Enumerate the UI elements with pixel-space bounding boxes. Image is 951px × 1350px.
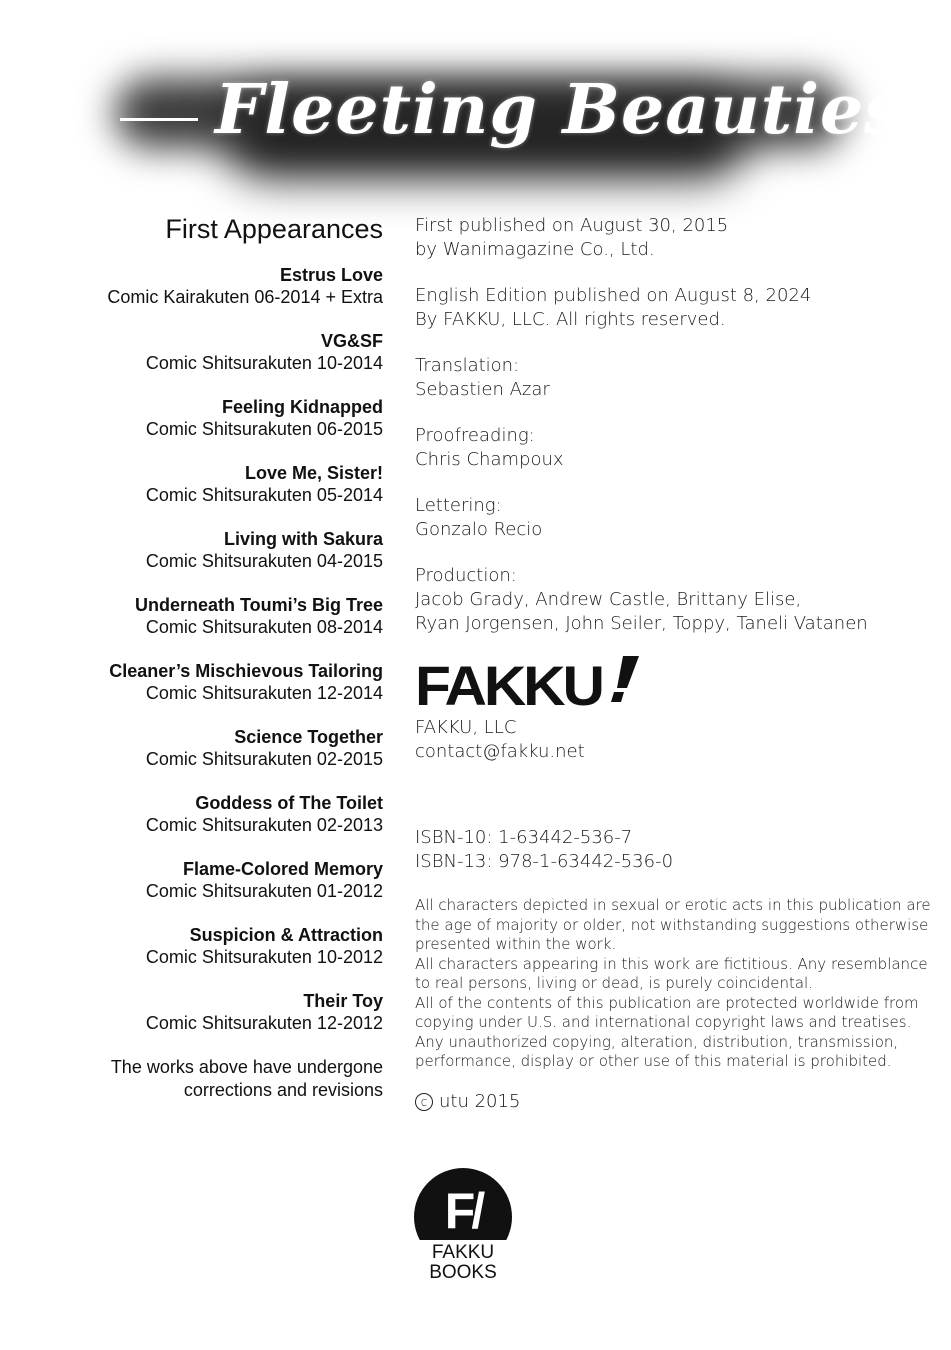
revision-note-line2: corrections and revisions — [183, 1080, 383, 1100]
fakku-books-logo — [413, 1168, 513, 1283]
fakku-logo — [415, 654, 915, 717]
work-title: Feeling Kidnapped — [221, 397, 383, 417]
publisher-name: FAKKU, LLC — [415, 717, 517, 738]
lettering-name: Gonzalo Recio — [415, 519, 543, 540]
proofreading-label: Proofreading: — [415, 425, 535, 446]
legal-line: All characters depicted in sexual or erotic acts in this publication are — [415, 896, 931, 914]
legal-line: the age of majority or older, not withstanding suggestions otherwise — [415, 915, 929, 934]
legal-line: All of the contents of this publication are protected worldwide from — [415, 993, 919, 1012]
work-source: Comic Shitsurakuten 04-2015 — [145, 551, 383, 571]
work-source: Comic Shitsurakuten 10-2014 — [145, 353, 383, 373]
work-source: Comic Shitsurakuten 02-2013 — [145, 815, 383, 835]
legal-line: to real persons, living or dead, is purely coincidental. — [415, 974, 813, 992]
production-line2: Ryan Jorgensen, John Seiler, Toppy, Taneli Vatanen — [415, 613, 868, 634]
copyright-icon: c — [415, 1093, 433, 1111]
work-title: VG&SF — [320, 331, 383, 351]
first-published — [415, 214, 915, 262]
publication-info — [415, 214, 931, 1114]
copyright-line — [415, 1090, 915, 1114]
work-entry — [80, 396, 383, 441]
production-label: Production: — [415, 565, 517, 586]
work-source: Comic Shitsurakuten 06-2015 — [145, 419, 383, 439]
fakku-books-line1: FAKKU — [413, 1240, 513, 1263]
title-rule — [120, 118, 198, 121]
work-source: Comic Shitsurakuten 02-2015 — [145, 749, 383, 769]
lettering-label: Lettering: — [415, 495, 502, 516]
title-banner — [95, 48, 904, 198]
work-title: Goddess of The Toilet — [195, 793, 383, 813]
work-entry — [80, 330, 383, 375]
work-title: Underneath Toumi’s Big Tree — [134, 595, 383, 615]
fakku-books-mark: F/ — [444, 1183, 482, 1239]
translation-name: Sebastien Azar — [415, 379, 550, 400]
work-entry — [80, 264, 383, 309]
work-title: Suspicion & Attraction — [189, 925, 383, 945]
proofreading-name: Chris Champoux — [415, 449, 564, 470]
work-title: Living with Sakura — [223, 529, 383, 549]
isbn-block — [415, 826, 915, 874]
work-source: Comic Shitsurakuten 08-2014 — [145, 617, 383, 637]
first-appearances — [80, 212, 383, 1102]
work-entry — [80, 726, 383, 771]
work-entry — [80, 528, 383, 573]
exclamation-icon — [611, 656, 639, 702]
work-source: Comic Shitsurakuten 12-2012 — [145, 1013, 383, 1033]
work-title: Science Together — [234, 727, 383, 747]
legal-line: All characters appearing in this work are fictitious. Any resemblance — [415, 954, 928, 973]
isbn-13: ISBN-13: 978-1-63442-536-0 — [415, 851, 674, 872]
legal-line: presented within the work. — [415, 935, 617, 953]
work-source: Comic Shitsurakuten 10-2012 — [145, 947, 383, 967]
work-entry — [80, 660, 383, 705]
isbn-10: ISBN-10: 1-63442-536-7 — [415, 827, 633, 848]
production-line1: Jacob Grady, Andrew Castle, Brittany Elise, — [415, 589, 802, 610]
lettering-credit — [415, 494, 915, 542]
work-entry — [80, 858, 383, 903]
work-title: Cleaner’s Mischievous Tailoring — [109, 661, 383, 681]
work-title: Love Me, Sister! — [244, 463, 383, 483]
legal-line: copying under U.S. and international copyright laws and treatises. — [415, 1013, 912, 1031]
english-edition-line1: English Edition published on August 8, 2024 — [415, 285, 812, 306]
first-published-line2: by Wanimagazine Co., Ltd. — [415, 239, 655, 260]
work-source: Comic Shitsurakuten 12-2014 — [145, 683, 383, 703]
revision-note-line1: The works above have undergone — [110, 1057, 383, 1077]
fakku-books-line2: BOOKS — [413, 1263, 513, 1283]
work-entry — [80, 924, 383, 969]
work-title: Their Toy — [303, 991, 383, 1011]
translation-credit — [415, 354, 915, 402]
first-appearances-heading: First Appearances — [165, 214, 383, 244]
revision-note — [80, 1056, 383, 1102]
book-title: Fleeting Beauties — [215, 70, 904, 150]
legal-line: Any unauthorized copying, alteration, distribution, transmission, — [415, 1032, 899, 1051]
work-title: Flame-Colored Memory — [182, 859, 383, 879]
work-source: Comic Kairakuten 06-2014 + Extra — [107, 287, 383, 307]
publisher-contact — [415, 716, 915, 764]
legal-notice — [415, 896, 931, 1072]
legal-line: performance, display or other use of this material is prohibited. — [415, 1052, 892, 1070]
english-edition — [415, 284, 915, 332]
translation-label: Translation: — [415, 355, 520, 376]
fakku-logo-text: FAKKU — [415, 654, 602, 717]
publisher-email: contact@fakku.net — [415, 741, 585, 762]
work-source: Comic Shitsurakuten 01-2012 — [145, 881, 383, 901]
english-edition-line2: By FAKKU, LLC. All rights reserved. — [415, 309, 726, 330]
first-published-line1: First published on August 30, 2015 — [415, 215, 729, 236]
production-credit — [415, 564, 915, 636]
work-source: Comic Shitsurakuten 05-2014 — [145, 485, 383, 505]
work-entry — [80, 462, 383, 507]
work-title: Estrus Love — [279, 265, 383, 285]
proofreading-credit — [415, 424, 915, 472]
work-entry — [80, 990, 383, 1035]
copyright-text: utu 2015 — [439, 1090, 521, 1112]
work-entry — [80, 792, 383, 837]
work-entry — [80, 594, 383, 639]
